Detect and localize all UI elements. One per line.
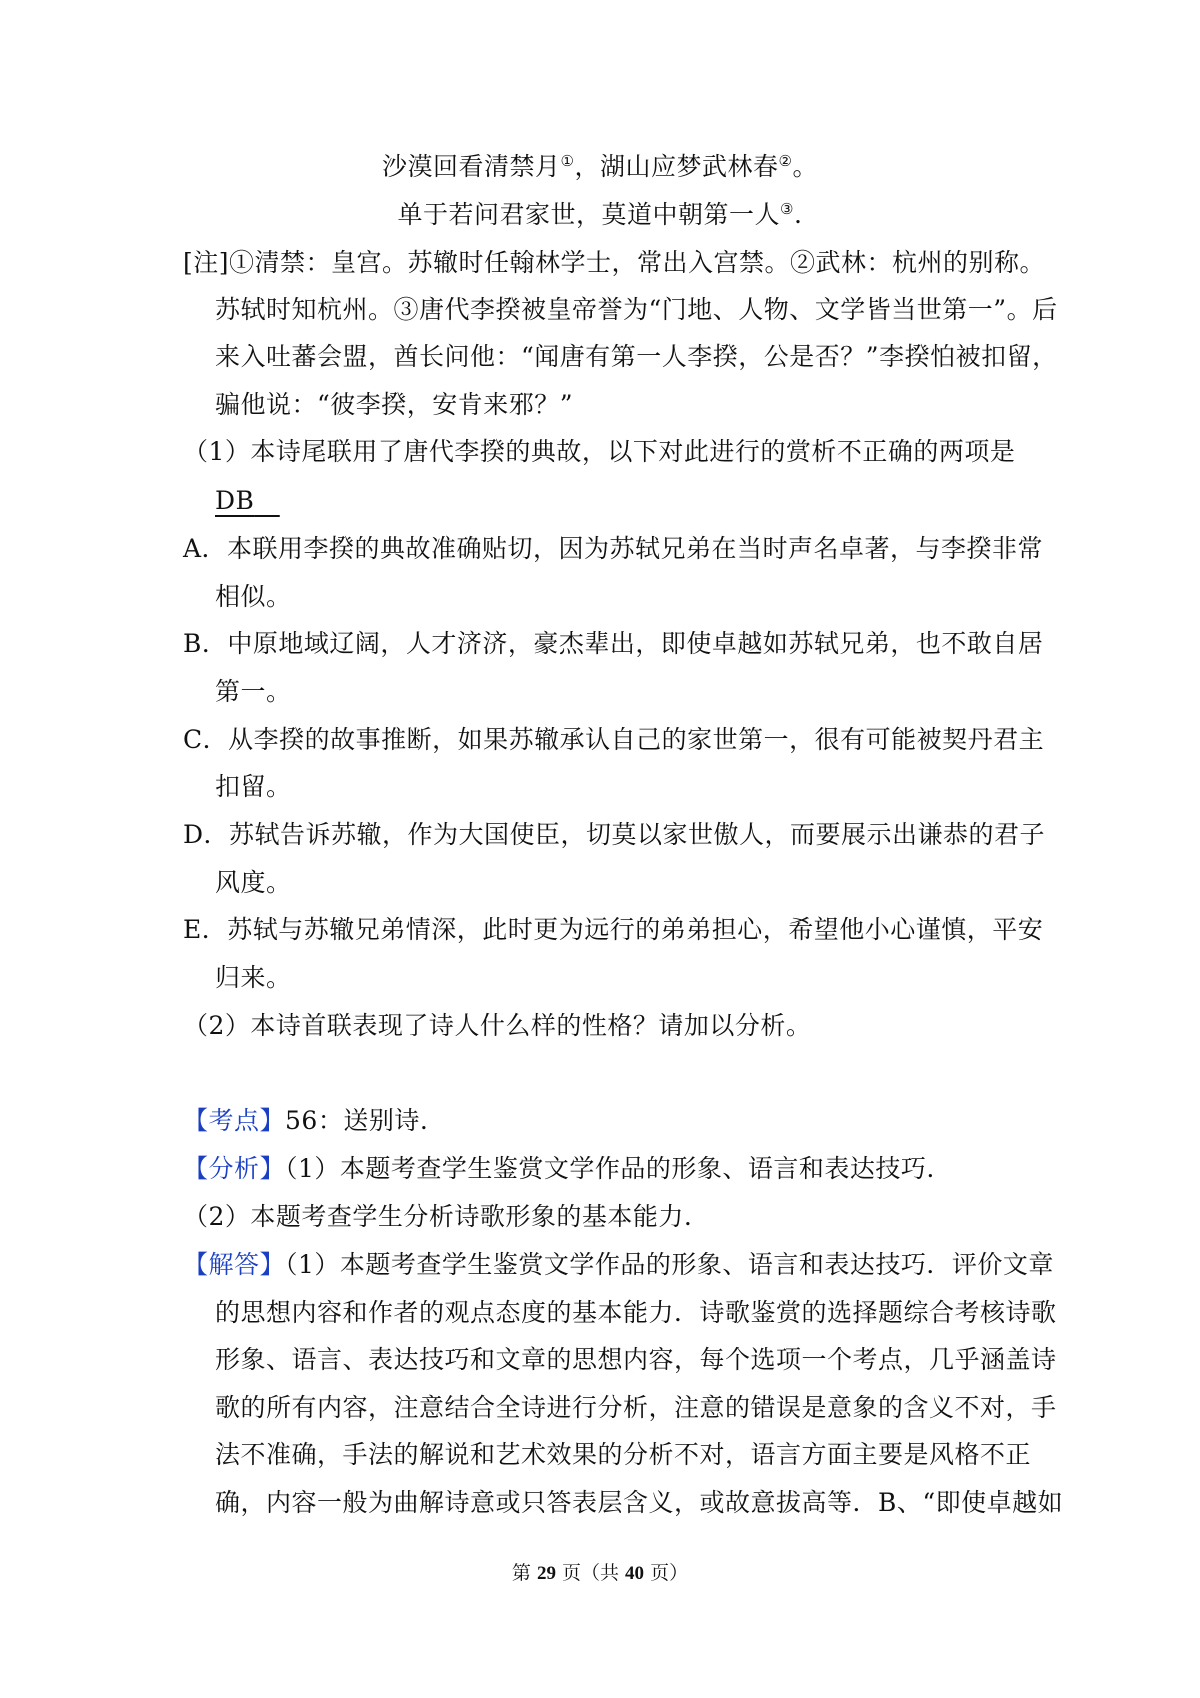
option-c-line-2: 扣留。 [215,772,292,801]
question-1-stem: （1）本诗尾联用了唐代李揆的典故，以下对此进行的赏析不正确的两项是 [183,437,1016,466]
option-c-line-1: C．从李揆的故事推断，如果苏辙承认自己的家世第一，很有可能被契丹君主 [183,725,1045,754]
option-a-line-1: A．本联用李揆的典故准确贴切，因为苏轼兄弟在当时声名卓著，与李揆非常 [183,534,1044,563]
jieda-line-2: 的思想内容和作者的观点态度的基本能力．诗歌鉴赏的选择题综合考核诗歌 [215,1298,1057,1327]
jieda-line-4: 歌的所有内容，注意结合全诗进行分析，注意的错误是意象的含义不对，手 [215,1393,1057,1422]
option-e-line-2: 归来。 [215,963,292,992]
note-line-4: 骗他说：“彼李揆，安肯来邪？” [215,390,574,419]
option-d-line-2: 风度。 [215,868,292,897]
jieda-line-5: 法不准确，手法的解说和艺术效果的分析不对，语言方面主要是风格不正 [215,1440,1032,1469]
note-line-1: [注]①清禁：皇宫。苏辙时任翰林学士，常出入宫禁。②武林：杭州的别称。 [183,248,1046,277]
fenxi-line-1: 【分析】（1）本题考查学生鉴赏文学作品的形象、语言和表达技巧. [183,1154,935,1183]
kaodian-tag: 【考点】 [183,1106,286,1135]
option-d-line-1: D．苏轼告诉苏辙，作为大国使臣，切莫以家世傲人，而要展示出谦恭的君子 [183,820,1046,849]
poem-line-1: 沙漠回看清禁月①，湖山应梦武林春②。 [382,152,818,181]
page-number: 29 [536,1563,556,1584]
option-b-line-2: 第一。 [215,677,292,706]
page-total: 40 [625,1563,645,1584]
question-2: （2）本诗首联表现了诗人什么样的性格？请加以分析。 [183,1011,812,1040]
jieda-line-6: 确，内容一般为曲解诗意或只答表层含义，或故意拔高等．B、“即使卓越如 [215,1488,1064,1517]
fenxi-tag: 【分析】 [183,1154,286,1183]
option-b-line-1: B．中原地域辽阔，人才济济，豪杰辈出，即使卓越如苏轼兄弟，也不敢自居 [183,629,1044,658]
poem-line-2: 单于若问君家世，莫道中朝第一人③. [397,200,803,229]
fenxi-line-2: （2）本题考查学生分析诗歌形象的基本能力. [183,1202,693,1231]
note-line-3: 来入吐蕃会盟，酋长问他：“闻唐有第一人李揆，公是否？”李揆怕被扣留， [215,342,1058,371]
kaodian-line: 【考点】56：送别诗. [183,1106,429,1135]
page-footer: 第 29 页（共 40 页） [511,1562,689,1584]
jieda-tag: 【解答】 [183,1250,286,1279]
jieda-line-1: 【解答】（1）本题考查学生鉴赏文学作品的形象、语言和表达技巧．评价文章 [183,1250,1054,1279]
jieda-line-3: 形象、语言、表达技巧和文章的思想内容，每个选项一个考点，几乎涵盖诗 [215,1345,1057,1374]
option-a-line-2: 相似。 [215,582,292,611]
note-line-2: 苏轼时知杭州。③唐代李揆被皇帝誉为“门地、人物、文学皆当世第一”。后 [215,295,1058,324]
option-e-line-1: E．苏轼与苏辙兄弟情深，此时更为远行的弟弟担心，希望他小心谨慎，平安 [183,915,1044,944]
question-1-answer: DB [215,486,255,515]
